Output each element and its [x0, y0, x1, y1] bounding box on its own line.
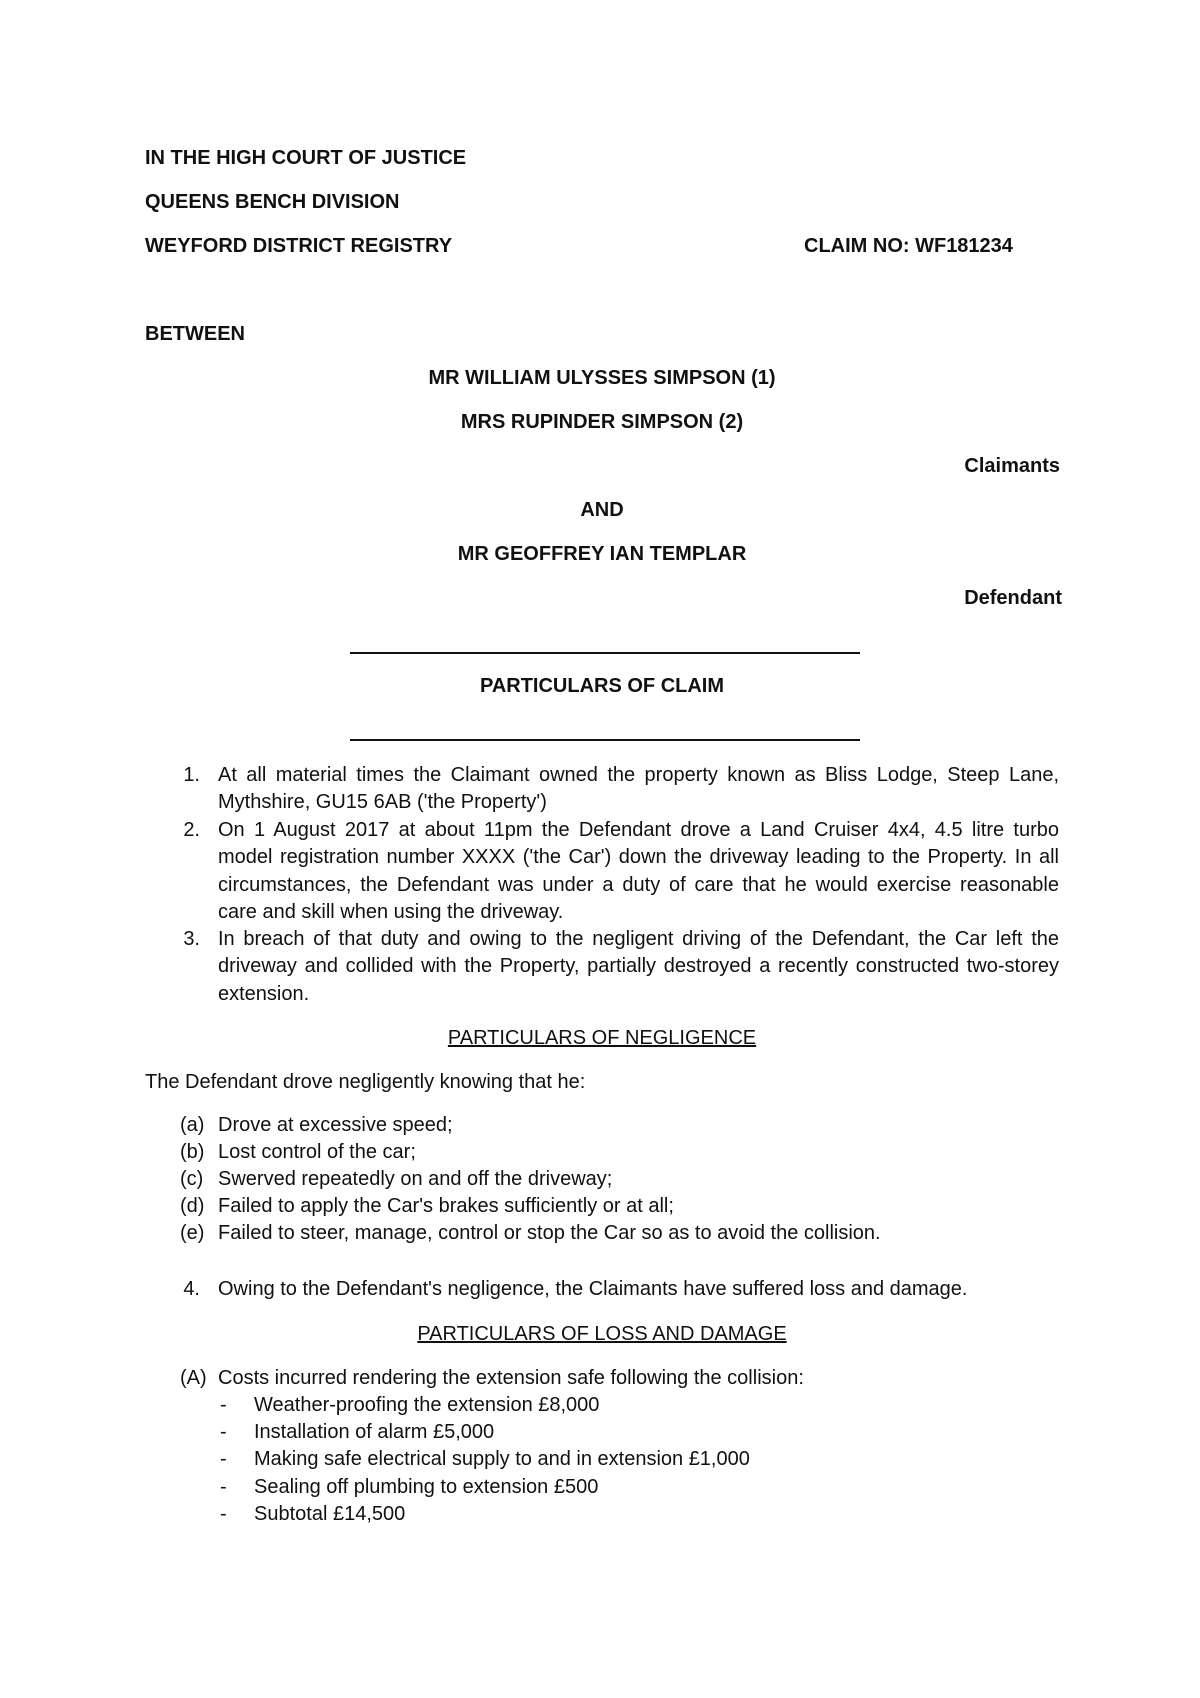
loss-item: Weather-proofing the extension £8,000: [254, 1394, 600, 1416]
claimant-2: MRS RUPINDER SIMPSON (2): [460, 411, 744, 433]
paragraph-number: 2.: [183, 819, 200, 841]
paragraph-number: 3.: [183, 928, 200, 950]
list-marker: (a): [180, 1114, 205, 1136]
defendant-name: MR GEOFFREY IAN TEMPLAR: [457, 543, 747, 565]
negligence-item: Failed to apply the Car's brakes sufficiently or at all;: [218, 1195, 674, 1217]
negligence-item: Drove at excessive speed;: [218, 1114, 453, 1136]
claimants-label: Claimants: [964, 455, 1060, 477]
bullet-dash: -: [220, 1503, 227, 1525]
court-name: IN THE HIGH COURT OF JUSTICE: [145, 147, 467, 169]
list-marker: (c): [180, 1168, 204, 1190]
loss-item: Making safe electrical supply to and in extension £1,000: [254, 1448, 750, 1470]
and-label: AND: [580, 499, 624, 521]
paragraph-text: In breach of that duty and owing to the negligent driving of the Defendant, the Car left the driveway and collided with the Property, partially destroyed a recently constructed two-storey extension.: [218, 928, 1059, 1005]
court-registry: WEYFORD DISTRICT REGISTRY: [145, 235, 453, 257]
negligence-item: Swerved repeatedly on and off the driveway;: [218, 1168, 613, 1190]
bullet-dash: -: [220, 1448, 227, 1470]
paragraph-number: 1.: [183, 764, 200, 786]
title-rule-top: [350, 652, 860, 654]
loss-heading: PARTICULARS OF LOSS AND DAMAGE: [417, 1323, 787, 1345]
list-marker: (e): [180, 1222, 205, 1244]
document-title: PARTICULARS OF CLAIM: [479, 675, 725, 697]
list-marker: (d): [180, 1195, 205, 1217]
loss-section-text: Costs incurred rendering the extension safe following the collision:: [218, 1367, 804, 1389]
loss-item: Sealing off plumbing to extension £500: [254, 1476, 599, 1498]
negligence-item: Failed to steer, manage, control or stop the Car so as to avoid the collision.: [218, 1222, 881, 1244]
claim-number: CLAIM NO: WF181234: [804, 235, 1013, 257]
section-marker: (A): [180, 1367, 207, 1389]
negligence-intro: The Defendant drove negligently knowing that he:: [145, 1071, 586, 1093]
bullet-dash: -: [220, 1421, 227, 1443]
title-rule-bottom: [350, 739, 860, 741]
bullet-dash: -: [220, 1394, 227, 1416]
loss-item: Installation of alarm £5,000: [254, 1421, 495, 1443]
list-marker: (b): [180, 1141, 205, 1163]
paragraph-number: 4.: [183, 1278, 200, 1300]
claimant-1: MR WILLIAM ULYSSES SIMPSON (1): [428, 367, 776, 389]
negligence-heading: PARTICULARS OF NEGLIGENCE: [447, 1027, 757, 1049]
defendant-label: Defendant: [964, 587, 1062, 609]
paragraph-text: At all material times the Claimant owned the property known as Bliss Lodge, Steep Lane, Mythshire, GU15 6AB ('the Property'): [218, 764, 1059, 814]
paragraph-text: On 1 August 2017 at about 11pm the Defendant drove a Land Cruiser 4x4, 4.5 litre turbo model registration number XXXX ('the Car') down the driveway leading to the Property. In all circumstances, the Defendant was under a duty of care that he would exercise reasonable care and skill when using the driveway.: [218, 819, 1059, 923]
negligence-item: Lost control of the car;: [218, 1141, 416, 1163]
loss-item: Subtotal £14,500: [254, 1503, 406, 1525]
court-division: QUEENS BENCH DIVISION: [145, 191, 400, 213]
paragraph-text: Owing to the Defendant's negligence, the Claimants have suffered loss and damage.: [218, 1278, 968, 1300]
between-label: BETWEEN: [145, 323, 245, 345]
bullet-dash: -: [220, 1476, 227, 1498]
